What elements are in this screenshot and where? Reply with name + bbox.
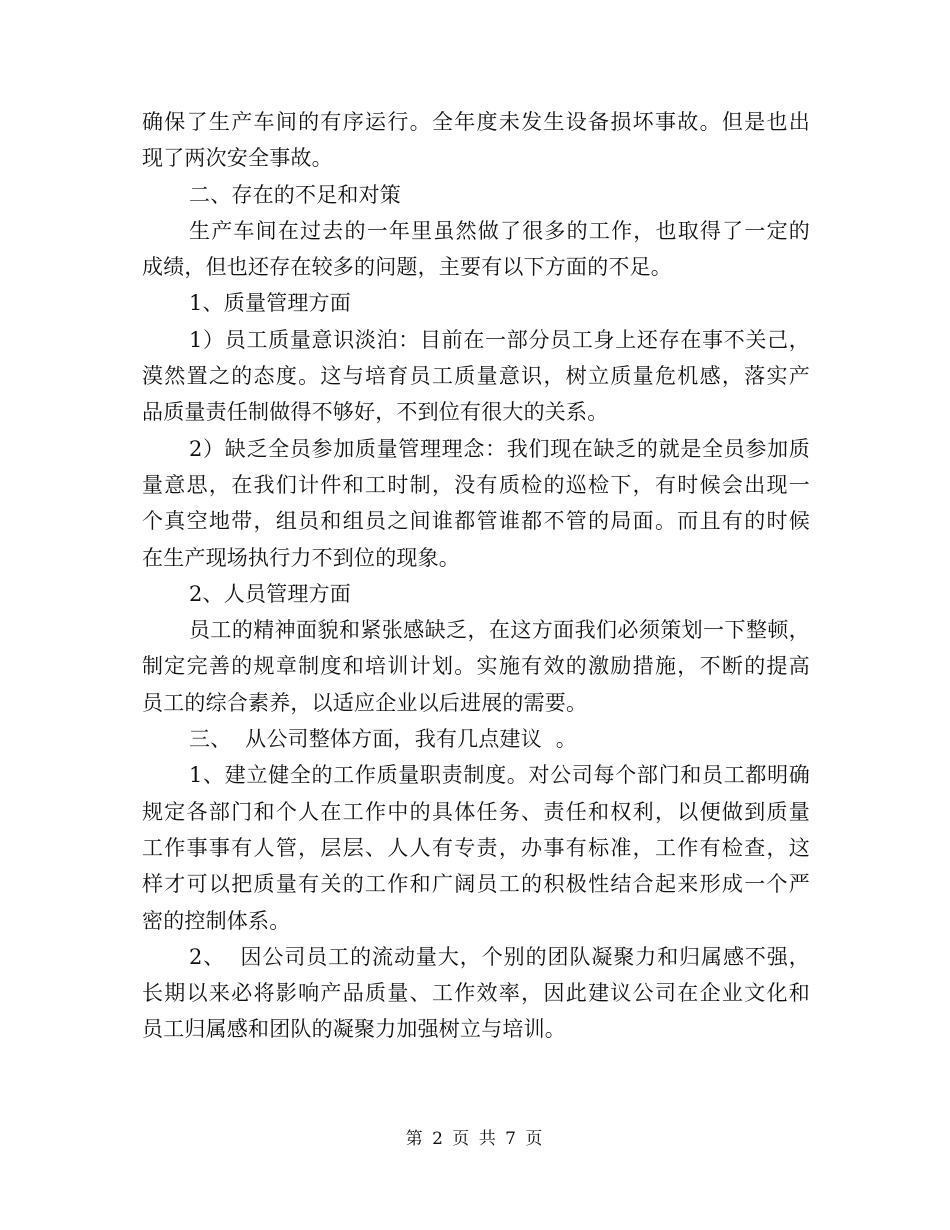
text-line: 长期以来必将影响产品质量、工作效率，因此建议公司在企业文化和 xyxy=(142,981,810,1006)
text-line: 生产车间在过去的一年里虽然做了很多的工作，也取得了一定的 xyxy=(189,218,810,243)
section-heading: 三、 从公司整体方面，我有几点建议 。 xyxy=(189,727,577,752)
page-number: 第 2 页 共 7 页 xyxy=(405,1129,545,1149)
text-line: 现了两次安全事故。 xyxy=(142,146,333,171)
subsection-heading: 1、质量管理方面 xyxy=(189,291,351,316)
text-line: 确保了生产车间的有序运行。全年度未发生设备损坏事故。但是也出 xyxy=(142,110,810,134)
text-line: 员工归属感和团队的凝聚力加强树立与培训。 xyxy=(142,1017,566,1042)
document-body xyxy=(142,104,810,1048)
section-heading: 二、存在的不足和对策 xyxy=(189,182,401,207)
text-line: 2）缺乏全员参加质量管理理念：我们现在缺乏的就是全员参加质 xyxy=(189,436,810,461)
text-line: 漠然置之的态度。这与培育员工质量意识，树立质量危机感，落实产 xyxy=(142,364,810,389)
text-line: 成绩，但也还存在较多的问题，主要有以下方面的不足。 xyxy=(142,255,672,280)
text-line: 密的控制体系。 xyxy=(142,908,291,933)
text-line: 样才可以把质量有关的工作和广阔员工的积极性结合起来形成一个严 xyxy=(142,872,810,897)
text-line: 制定完善的规章制度和培训计划。实施有效的激励措施，不断的提高 xyxy=(142,654,810,679)
text-line: 1）员工质量意识淡泊：目前在一部分员工身上还存在事不关己， xyxy=(189,327,810,352)
text-line: 员工的综合素养，以适应企业以后进展的需要。 xyxy=(142,690,588,715)
text-line: 在生产现场执行力不到位的现象。 xyxy=(142,545,460,570)
subsection-heading: 2、人员管理方面 xyxy=(189,581,351,606)
text-line: 工作事事有人管，层层、人人有专责，办事有标准，工作有检查，这 xyxy=(142,835,810,860)
text-line: 员工的精神面貌和紧张感缺乏，在这方面我们必须策划一下整顿， xyxy=(189,618,810,643)
text-line: 规定各部门和个人在工作中的具体任务、责任和权利，以便做到质量 xyxy=(142,799,810,824)
text-line: 1、建立健全的工作质量职责制度。对公司每个部门和员工都明确 xyxy=(189,763,810,788)
text-line: 2、 因公司员工的流动量大，个别的团队凝聚力和归属感不强， xyxy=(189,944,810,969)
text-line: 量意思，在我们计件和工时制，没有质检的巡检下，有时候会出现一 xyxy=(142,472,810,497)
text-line: 个真空地带，组员和组员之间谁都管谁都不管的局面。而且有的时候 xyxy=(142,509,810,534)
text-line: 品质量责任制做得不够好，不到位有很大的关系。 xyxy=(142,400,609,425)
